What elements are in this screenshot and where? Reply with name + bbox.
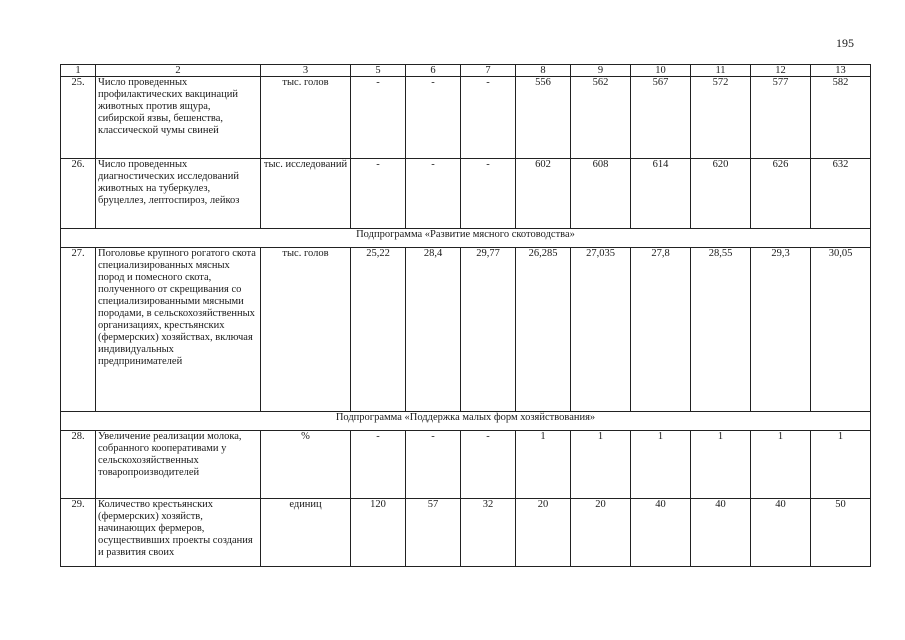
value-cell: 1: [811, 431, 871, 499]
indicator-name: Количество крестьянских (фермерских) хозяйств, начинающих фермеров, осуществивших проекты создания и развития своих: [96, 499, 261, 567]
header-cell: 1: [61, 65, 96, 77]
indicator-name: Число проведенных профилактических вакцинаций животных против ящура, сибирской язвы, бешенства, классической чумы свиней: [96, 77, 261, 159]
unit: тыс. голов: [261, 248, 351, 412]
value-cell: 632: [811, 159, 871, 229]
value-cell: 1: [631, 431, 691, 499]
value-cell: 572: [691, 77, 751, 159]
table-row: [61, 431, 871, 499]
value-cell: 20: [571, 499, 631, 567]
value-cell: 50: [811, 499, 871, 567]
value-cell: 626: [751, 159, 811, 229]
value-cell: 57: [406, 499, 461, 567]
indicator-name: Поголовье крупного рогатого скота специализированных мясных пород и помесного скота, полученного от скрещивания со специализированными мясными породами, в сельскохозяйственных организациях, крестьянских (фермерских) хозяйствах, включая индивидуальных предпринимателей: [96, 248, 261, 412]
subprogram-title: Подпрограмма «Развитие мясного скотоводства»: [61, 229, 871, 248]
indicator-name: Увеличение реализации молока, собранного кооперативами у сельскохозяйственных товаропроизводителей: [96, 431, 261, 499]
row-number: 27.: [61, 248, 96, 412]
header-cell: 8: [516, 65, 571, 77]
value-cell: -: [461, 77, 516, 159]
unit: тыс. голов: [261, 77, 351, 159]
header-cell: 9: [571, 65, 631, 77]
value-cell: 40: [751, 499, 811, 567]
value-cell: 1: [516, 431, 571, 499]
value-cell: 120: [351, 499, 406, 567]
value-cell: 30,05: [811, 248, 871, 412]
value-cell: 1: [691, 431, 751, 499]
unit: %: [261, 431, 351, 499]
value-cell: 562: [571, 77, 631, 159]
header-cell: 3: [261, 65, 351, 77]
header-cell: 11: [691, 65, 751, 77]
value-cell: -: [406, 77, 461, 159]
value-cell: -: [351, 77, 406, 159]
value-cell: 582: [811, 77, 871, 159]
value-cell: 614: [631, 159, 691, 229]
indicator-name: Число проведенных диагностических исследований животных на туберкулез, бруцеллез, лептоспироз, лейкоз: [96, 159, 261, 229]
table-row: [61, 77, 871, 159]
subprogram-row: [61, 412, 871, 431]
table-row: [61, 248, 871, 412]
value-cell: 27,8: [631, 248, 691, 412]
value-cell: 28,4: [406, 248, 461, 412]
value-cell: 26,285: [516, 248, 571, 412]
table-row: [61, 499, 871, 567]
row-number: 26.: [61, 159, 96, 229]
value-cell: 25,22: [351, 248, 406, 412]
value-cell: 1: [571, 431, 631, 499]
subprogram-row: [61, 229, 871, 248]
header-cell: 2: [96, 65, 261, 77]
subprogram-title: Подпрограмма «Поддержка малых форм хозяйствования»: [61, 412, 871, 431]
value-cell: 40: [691, 499, 751, 567]
value-cell: -: [461, 159, 516, 229]
header-row: [61, 65, 871, 77]
value-cell: -: [461, 431, 516, 499]
unit: единиц: [261, 499, 351, 567]
header-cell: 13: [811, 65, 871, 77]
row-number: 28.: [61, 431, 96, 499]
value-cell: 32: [461, 499, 516, 567]
value-cell: -: [406, 159, 461, 229]
value-cell: 620: [691, 159, 751, 229]
value-cell: 1: [751, 431, 811, 499]
row-number: 29.: [61, 499, 96, 567]
page-number: 195: [836, 36, 854, 50]
value-cell: 29,3: [751, 248, 811, 412]
header-cell: 10: [631, 65, 691, 77]
header-cell: 6: [406, 65, 461, 77]
value-cell: 29,77: [461, 248, 516, 412]
value-cell: 556: [516, 77, 571, 159]
table-row: [61, 159, 871, 229]
value-cell: 602: [516, 159, 571, 229]
value-cell: 28,55: [691, 248, 751, 412]
value-cell: 27,035: [571, 248, 631, 412]
value-cell: 567: [631, 77, 691, 159]
value-cell: 577: [751, 77, 811, 159]
unit: тыс. исследований: [261, 159, 351, 229]
row-number: 25.: [61, 77, 96, 159]
header-cell: 12: [751, 65, 811, 77]
header-cell: 7: [461, 65, 516, 77]
indicators-table: [60, 64, 871, 567]
value-cell: -: [351, 159, 406, 229]
value-cell: -: [406, 431, 461, 499]
value-cell: 40: [631, 499, 691, 567]
header-cell: 5: [351, 65, 406, 77]
value-cell: 20: [516, 499, 571, 567]
value-cell: 608: [571, 159, 631, 229]
value-cell: -: [351, 431, 406, 499]
